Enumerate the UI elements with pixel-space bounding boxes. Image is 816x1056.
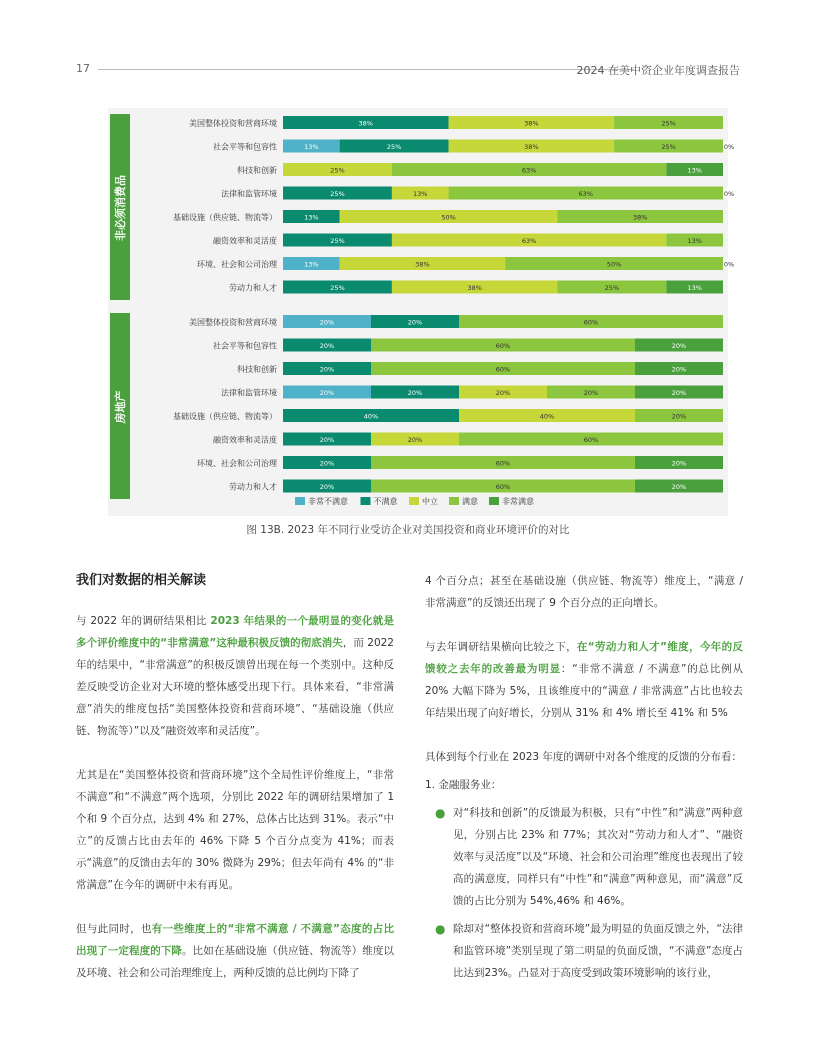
bullet-item [437, 918, 743, 984]
data-label: 25% [661, 143, 676, 151]
group-label: 房地产 [114, 390, 127, 424]
text-run: ，而 2022 年的结果中，“非常满意”的积极反馈曾出现在每一个类别中。这种反差反映受访企业对大环境的整体感受出现下行。具体来看，“非常满意”消失的维度包括“美国整体投资和营商环境”、“基础设施（供应链、物流等）”以及“融资效率和灵活度”。 [76, 637, 394, 737]
stacked-bar-chart [108, 108, 735, 516]
data-label: 60% [583, 436, 599, 444]
data-label: 20% [407, 436, 423, 444]
highlight-text: 2023 年结果的一个最明显的变化就是多个评价维度中的“非常满意”这种最积极反馈的彻底消失 [76, 615, 395, 649]
data-label: 38% [524, 119, 539, 128]
row-label: 科技和创新 [237, 365, 277, 374]
report-title: 2024 在美中资企业年度调查报告 [576, 64, 740, 77]
legend-swatch [295, 497, 305, 505]
header-rule [98, 69, 634, 70]
data-label: 13% [304, 213, 319, 222]
data-label: 20% [319, 483, 335, 491]
data-label: 20% [671, 365, 687, 374]
bullet-text: 除却对“整体投资和营商环境”最为明显的负面反馈之外，“法律和监管环境”类别呈现了第二明显的负面反馈，“不满意”态度占比达到23%。凸显对于高度受到政策环境影响的该行业， [453, 923, 743, 979]
legend-label: 中立 [422, 497, 438, 506]
data-label: 13% [687, 166, 702, 175]
row-label: 科技和创新 [237, 166, 277, 175]
data-label: 60% [495, 483, 511, 491]
group-label: 非必须消费品 [114, 175, 127, 241]
data-label: 13% [413, 190, 428, 198]
data-label: 0% [723, 143, 735, 151]
data-label: 20% [319, 389, 335, 397]
data-label: 25% [661, 119, 676, 128]
row-label: 法律和监管环境 [221, 388, 277, 398]
legend-label: 非常不满意 [308, 497, 348, 506]
row-label: 劳动力和人才 [229, 482, 277, 492]
data-label: 25% [330, 284, 345, 292]
paragraph-6: 具体到每个行业在 2023 年度的调研中对各个维度的反馈的分布看： [425, 751, 742, 763]
data-label: 0% [723, 190, 735, 198]
data-label: 0% [723, 260, 735, 269]
data-label: 25% [386, 143, 402, 151]
bullet-dot-icon: ● [435, 922, 446, 936]
data-label: 60% [583, 318, 599, 327]
data-label: 20% [407, 389, 423, 397]
data-label: 13% [304, 143, 319, 151]
data-label: 25% [330, 166, 345, 175]
data-label: 38% [415, 260, 430, 269]
row-label: 社会平等和包容性 [213, 142, 277, 152]
chart-canvas [108, 108, 735, 516]
bullet-dot-icon: ● [435, 806, 446, 820]
data-label: 25% [604, 284, 620, 292]
highlight-text: 在“劳动力和人才”维度，今年的反馈较之去年的改善最为明显 [425, 641, 743, 675]
paragraph-4: 4 个百分点；甚至在基础设施（供应链、物流等）维度上，“满意 / 非常满意”的反馈还出现了 9 个百分点的正向增长。 [425, 575, 743, 609]
legend-label: 非常满意 [502, 497, 534, 506]
right-column [425, 570, 743, 984]
text-run: 。比如在基础设施（供应链、物流等）维度以及环境、社会和公司治理维度上，两种反馈的总比例均下降了 [76, 945, 395, 979]
legend-label: 满意 [462, 497, 478, 506]
data-label: 20% [319, 365, 335, 374]
row-label: 环境、社会和公司治理 [197, 459, 277, 468]
bullet-item [437, 802, 743, 912]
data-label: 38% [524, 143, 539, 151]
figure-caption: 图 13B. 2023 年不同行业受访企业对美国投资和商业环境评价的对比 [246, 524, 570, 536]
data-label: 40% [363, 412, 379, 421]
row-label: 基础设施（供应链、物流等） [173, 412, 277, 421]
section-heading: 我们对数据的相关解读 [76, 573, 207, 588]
row-label: 基础设施（供应链、物流等） [173, 213, 277, 222]
data-label: 20% [671, 483, 687, 491]
data-label: 20% [671, 389, 687, 397]
data-label: 20% [671, 459, 687, 468]
text-run: ：“非常不满意 / 不满意”的总比例从 20% 大幅下降为 5%，且该维度中的“满意 / 非常满意”占比也较去年结果出现了向好增长，分别从 31% 和 4% 增长至 41% 和 5% [425, 663, 744, 719]
data-label: 50% [441, 213, 456, 222]
text-run: 与 2022 年的调研结果相比 [76, 615, 211, 627]
list-heading: 1. 金融服务业： [425, 779, 502, 791]
data-label: 60% [495, 342, 511, 350]
bullet-text: 对“科技和创新”的反馈最为积极，只有“中性”和“满意”两种意见，分别占比 23% 和 77%；其次对“劳动力和人才”、“融资效率与灵活度”以及“环境、社会和公司治理”维度也表现出了较高的满意度，同样只有“中性”和“满意”两种意见，而“满意”反馈的占比分别为 54%,46% 和 46%。 [453, 807, 743, 907]
data-label: 20% [671, 342, 687, 350]
data-label: 13% [304, 260, 319, 269]
paragraph-1 [76, 610, 394, 742]
bullet-list [437, 802, 743, 984]
row-label: 融资效率和灵活度 [213, 236, 277, 246]
data-label: 63% [521, 166, 537, 175]
data-label: 38% [358, 119, 373, 128]
text-run: 但与此同时，也 [76, 923, 152, 935]
row-label: 融资效率和灵活度 [213, 435, 277, 445]
page-header [76, 62, 740, 78]
data-label: 20% [583, 389, 599, 397]
row-label: 美国整体投资和营商环境 [189, 318, 277, 327]
legend-swatch [449, 497, 459, 505]
data-label: 63% [578, 190, 593, 198]
legend-label: 不满意 [373, 497, 398, 506]
data-label: 20% [319, 342, 335, 350]
data-label: 20% [671, 412, 687, 421]
paragraph-3 [76, 918, 394, 984]
data-label: 25% [330, 237, 345, 245]
data-label: 60% [495, 365, 511, 374]
paragraph-2: 尤其是在“美国整体投资和营商环境”这个全局性评价维度上，“非常不满意”和“不满意”两个选项，分别比 2022 年的调研结果增加了 1 个和 9 个百分点，达到 4% 和 27%，总体占比达到 31%。表示“中立”的反馈占比由去年的 46% 下降 5 个百分点变为 41%；而表示“满意”的反馈由去年的 30% 微降为 29%；但去年尚有 4% 的“非常满意”在今年的调研中未有再见。 [76, 769, 394, 891]
data-label: 20% [319, 318, 335, 327]
data-label: 38% [633, 213, 648, 222]
data-label: 20% [407, 318, 423, 327]
data-label: 13% [687, 237, 702, 245]
row-label: 法律和监管环境 [221, 189, 277, 199]
legend-swatch [409, 497, 419, 505]
data-label: 25% [330, 190, 345, 198]
left-column [76, 570, 394, 984]
legend-swatch [489, 497, 499, 505]
row-label: 美国整体投资和营商环境 [189, 119, 277, 128]
data-label: 20% [495, 389, 511, 397]
data-label: 60% [495, 459, 511, 468]
row-label: 环境、社会和公司治理 [197, 260, 277, 269]
row-label: 劳动力和人才 [229, 283, 277, 293]
data-label: 63% [521, 237, 537, 245]
data-label: 50% [606, 260, 622, 269]
row-label: 社会平等和包容性 [213, 341, 277, 351]
text-run: 与去年调研结果横向比较之下， [425, 641, 577, 653]
legend-swatch [361, 497, 371, 505]
data-label: 38% [467, 284, 482, 292]
data-label: 20% [319, 436, 335, 444]
highlight-text: 有一些维度上的“非常不满意 / 不满意”态度的占比出现了一定程度的下降 [76, 923, 395, 957]
page-number: 17 [76, 62, 90, 75]
data-label: 13% [687, 284, 702, 292]
data-label: 40% [539, 412, 555, 421]
paragraph-5 [425, 636, 743, 724]
data-label: 20% [319, 459, 335, 468]
